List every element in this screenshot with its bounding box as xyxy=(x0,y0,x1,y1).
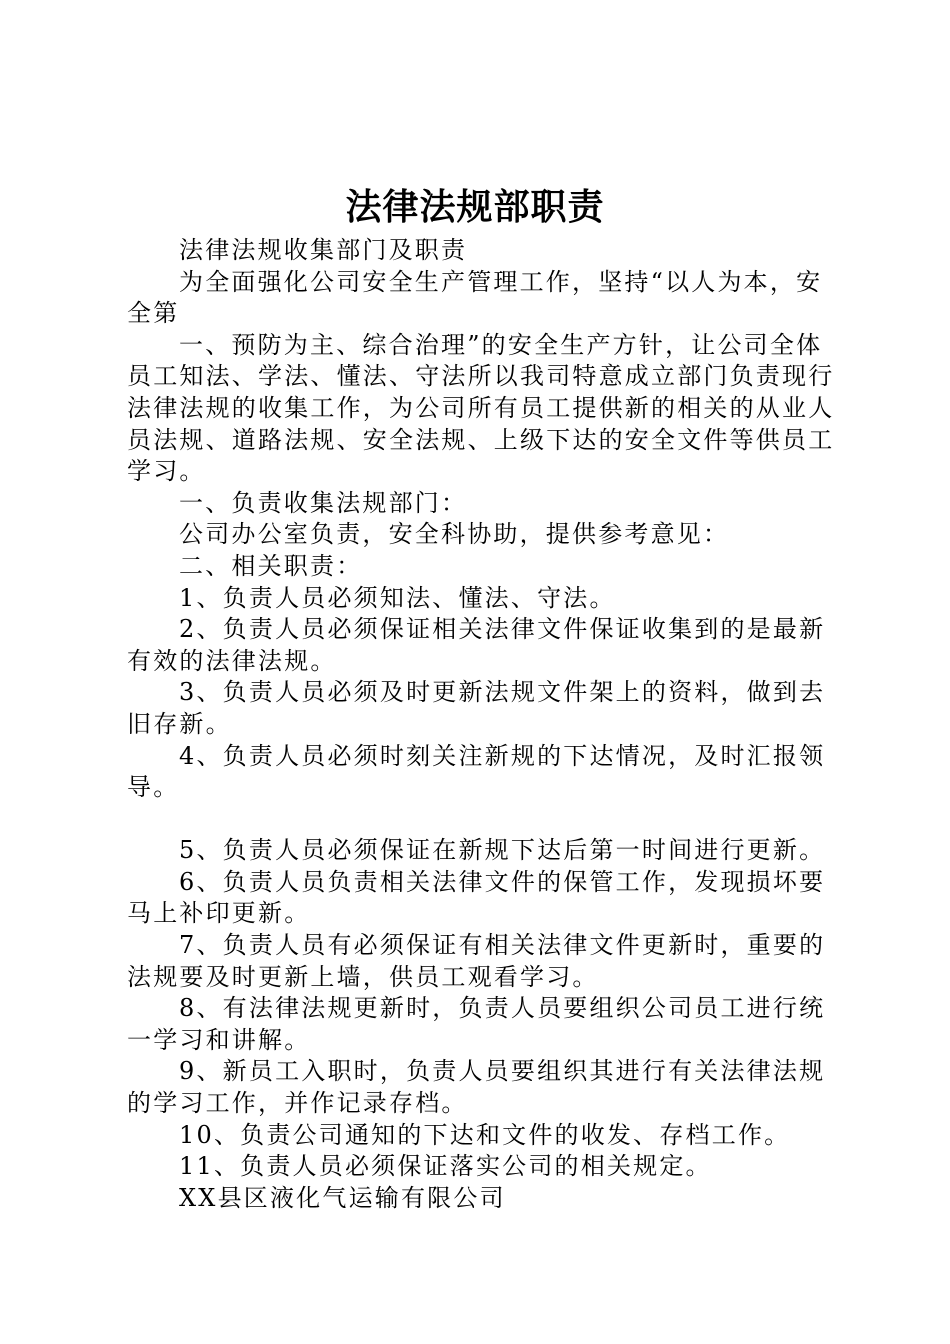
intro-paragraph-part2: 一、预防为主、综合治理”的安全生产方针，让公司全体员工知法、学法、懂法、守法所以我司特意成立部门负责现行法律法规的收集工作，为公司所有员工提供新的相关的从业人员法规、道路法规、安全法规、上级下达的安全文件等供员工学习。 xyxy=(127,330,835,486)
document-title: 法律法规部职责 xyxy=(345,186,605,228)
section-heading-duties: 二、相关职责： xyxy=(179,551,363,580)
duty-item-7: 7、负责人员有必须保证有相关法律文件更新时，重要的法规要及时更新上墙，供员工观看学习。 xyxy=(127,931,826,991)
section-heading-department: 一、负责收集法规部门： xyxy=(179,488,468,517)
document-body xyxy=(127,235,847,1214)
duty-item-9: 9、新员工入职时，负责人员要组织其进行有关法律法规的学习工作，并作记录存档。 xyxy=(127,1057,826,1118)
duty-item-1: 1、负责人员必须知法、懂法、守法。 xyxy=(179,583,616,612)
department-paragraph: 公司办公室负责，安全科协助，提供参考意见： xyxy=(179,520,730,549)
duty-item-11: 11、负责人员必须保证落实公司的相关规定。 xyxy=(179,1152,712,1181)
duty-item-2: 2、负责人员必须保证相关法律文件保证收集到的是最新有效的法律法规。 xyxy=(127,615,826,675)
section-heading-collection: 法律法规收集部门及职责 xyxy=(179,236,468,264)
company-signature: XX县区液化气运输有限公司 xyxy=(179,1183,506,1212)
duty-item-4: 4、负责人员必须时刻关注新规的下达情况，及时汇报领导。 xyxy=(127,741,826,802)
duty-item-6: 6、负责人员负责相关法律文件的保管工作，发现损坏要马上补印更新。 xyxy=(127,867,826,928)
duty-item-3: 3、负责人员必须及时更新法规文件架上的资料，做到去旧存新。 xyxy=(127,678,826,738)
intro-paragraph-part1: 为全面强化公司安全生产管理工作，坚持“以人为本，安全第 xyxy=(127,267,823,328)
duty-item-8: 8、有法律法规更新时，负责人员要组织公司员工进行统一学习和讲解。 xyxy=(127,994,826,1054)
duty-item-10: 10、负责公司通知的下达和文件的收发、存档工作。 xyxy=(179,1120,791,1149)
duty-item-5: 5、负责人员必须保证在新规下达后第一时间进行更新。 xyxy=(179,836,826,865)
